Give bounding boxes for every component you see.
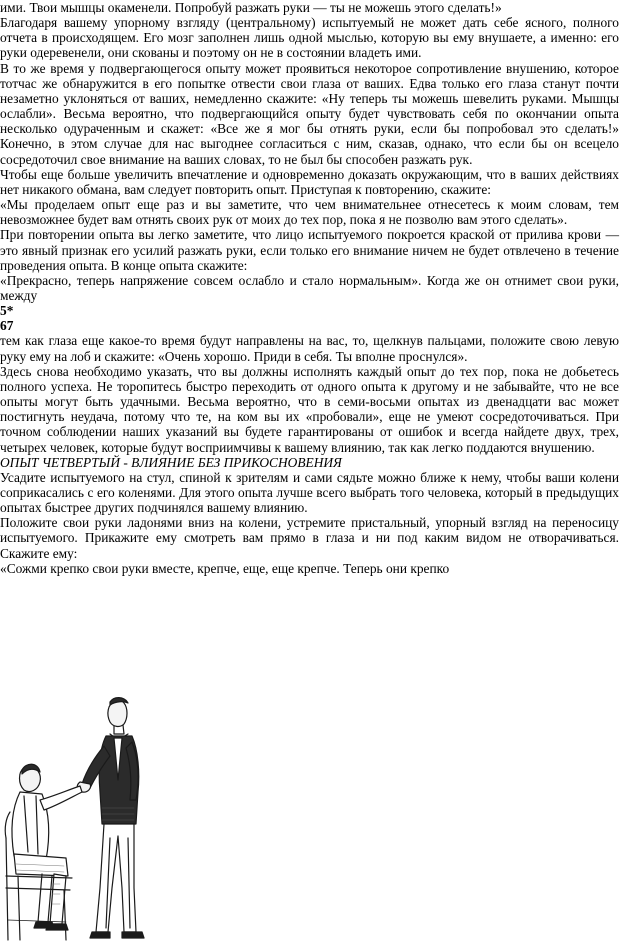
paragraph: Усадите испытуемого на стул, спиной к зрителям и сами сядьте можно ближе к нему, чтобы ваши колени соприкасались с его коленями. Для этого опыта лучше всего выбрать того человека, который в предыдущих опытах быстрее других подчинялся вашему влиянию.	[0, 469, 619, 516]
paragraph: Здесь снова необходимо указать, что вы должны исполнять каждый опыт до тех пор, пока не добьетесь полного успеха. Не торопитесь быстро переходить от одного опыта к другому и не забывайте, что не все опыты могут быть удачными. Весьма вероятно, что в семи-восьми опытах из двенадцати вас может постигнуть неудача, потому что те, на ком вы их «пробовали», еще не умеют сосредоточиваться. При точном соблюдении наших указаний вы будете гарантированы от ошибок и всегда найдете двух, трех, четырех человек, которые будут восприимчивы к вашему влиянию, так как легко поддаются внушению.	[0, 363, 619, 455]
paragraph: При повторении опыта вы легко заметите, что лицо испытуемого покроется краской от прилива крови — это явный признак его усилий разжать руки, если только его внимание ничем не будет отвлечено в течение проведения опыта. В конце опыта скажите:	[0, 227, 619, 273]
paragraph: ими. Твои мышцы окаменели. Попробуй разжать руки — ты не можешь этого сделать!»	[0, 0, 502, 15]
paragraph: В то же время у подвергающегося опыту может проявиться некоторое сопротивление внушению, которое тотчас же обнаружится в его попытке отвести свои глаза от ваших. Едва только его глаза станут почти незаметно уклоняться от ваших, немедленно скажите: «Ну теперь ты можешь шевелить руками. Мышцы ослабли». Весьма вероятно, что подвергающийся опыту будет чувствовать себя по окончании опыта несколько одураченным и скажет: «Все же я мог бы отнять руки, если бы попробовал это сделать!» Конечно, в этом случае для нас выгоднее согласиться с ним, сказав, однако, что если бы он всецело сосредоточил свое внимание на ваших словах, то не был бы способен разжать рук.	[0, 60, 619, 167]
engraving-two-men-handshake-icon	[2, 688, 202, 948]
page-number: 67	[0, 318, 14, 334]
paragraph: «Мы проделаем опыт еще раз и вы заметите, что чем внимательнее отнесетесь к моим словам, тем невозможнее будет вам отнять своих рук от моих до тех пор, пока я не позволю вам этого сделать».	[0, 197, 619, 228]
paragraph: Чтобы еще больше увеличить впечатление и одновременно доказать окружающим, что в ваших действиях нет никакого обмана, вам следует повторить опыт. Приступая к повторению, скажите:	[0, 166, 619, 197]
paragraph: «Сожми крепко свои руки вместе, крепче, еще, еще крепче. Теперь они крепко	[0, 560, 450, 576]
paragraph: Положите свои руки ладонями вниз на колени, устремите пристальный, упорный взгляд на переносицу испытуемого. Прикажите ему смотреть вам прямо в глаза и ни под каким видом не отворачиваться. Скажите ему:	[0, 515, 619, 561]
paragraph: тем как глаза еще какое-то время будут направлены на вас, то, щелкнув пальцами, положите свою левую руку ему на лоб и скажите: «Очень хорошо. Приди в себя. Ты вполне проснулся».	[0, 333, 619, 364]
section-heading: ОПЫТ ЧЕТВЕРТЫЙ - ВЛИЯНИЕ БЕЗ ПРИКОСНОВЕНИЯ	[0, 454, 342, 470]
signature-marker: 5*	[0, 303, 14, 319]
paragraph: Благодаря вашему упорному взгляду (центральному) испытуемый не может дать себе ясного, полного отчета в происходящем. Его мозг заполнен лишь одной мыслью, которую вы ему внушаете, а именно: его руки одеревенели, они скованы и поэтому он не в состоянии владеть ими.	[0, 15, 619, 61]
paragraph: «Прекрасно, теперь напряжение совсем ослабло и стало нормальным». Когда же он отнимет свои руки, между	[0, 272, 619, 303]
